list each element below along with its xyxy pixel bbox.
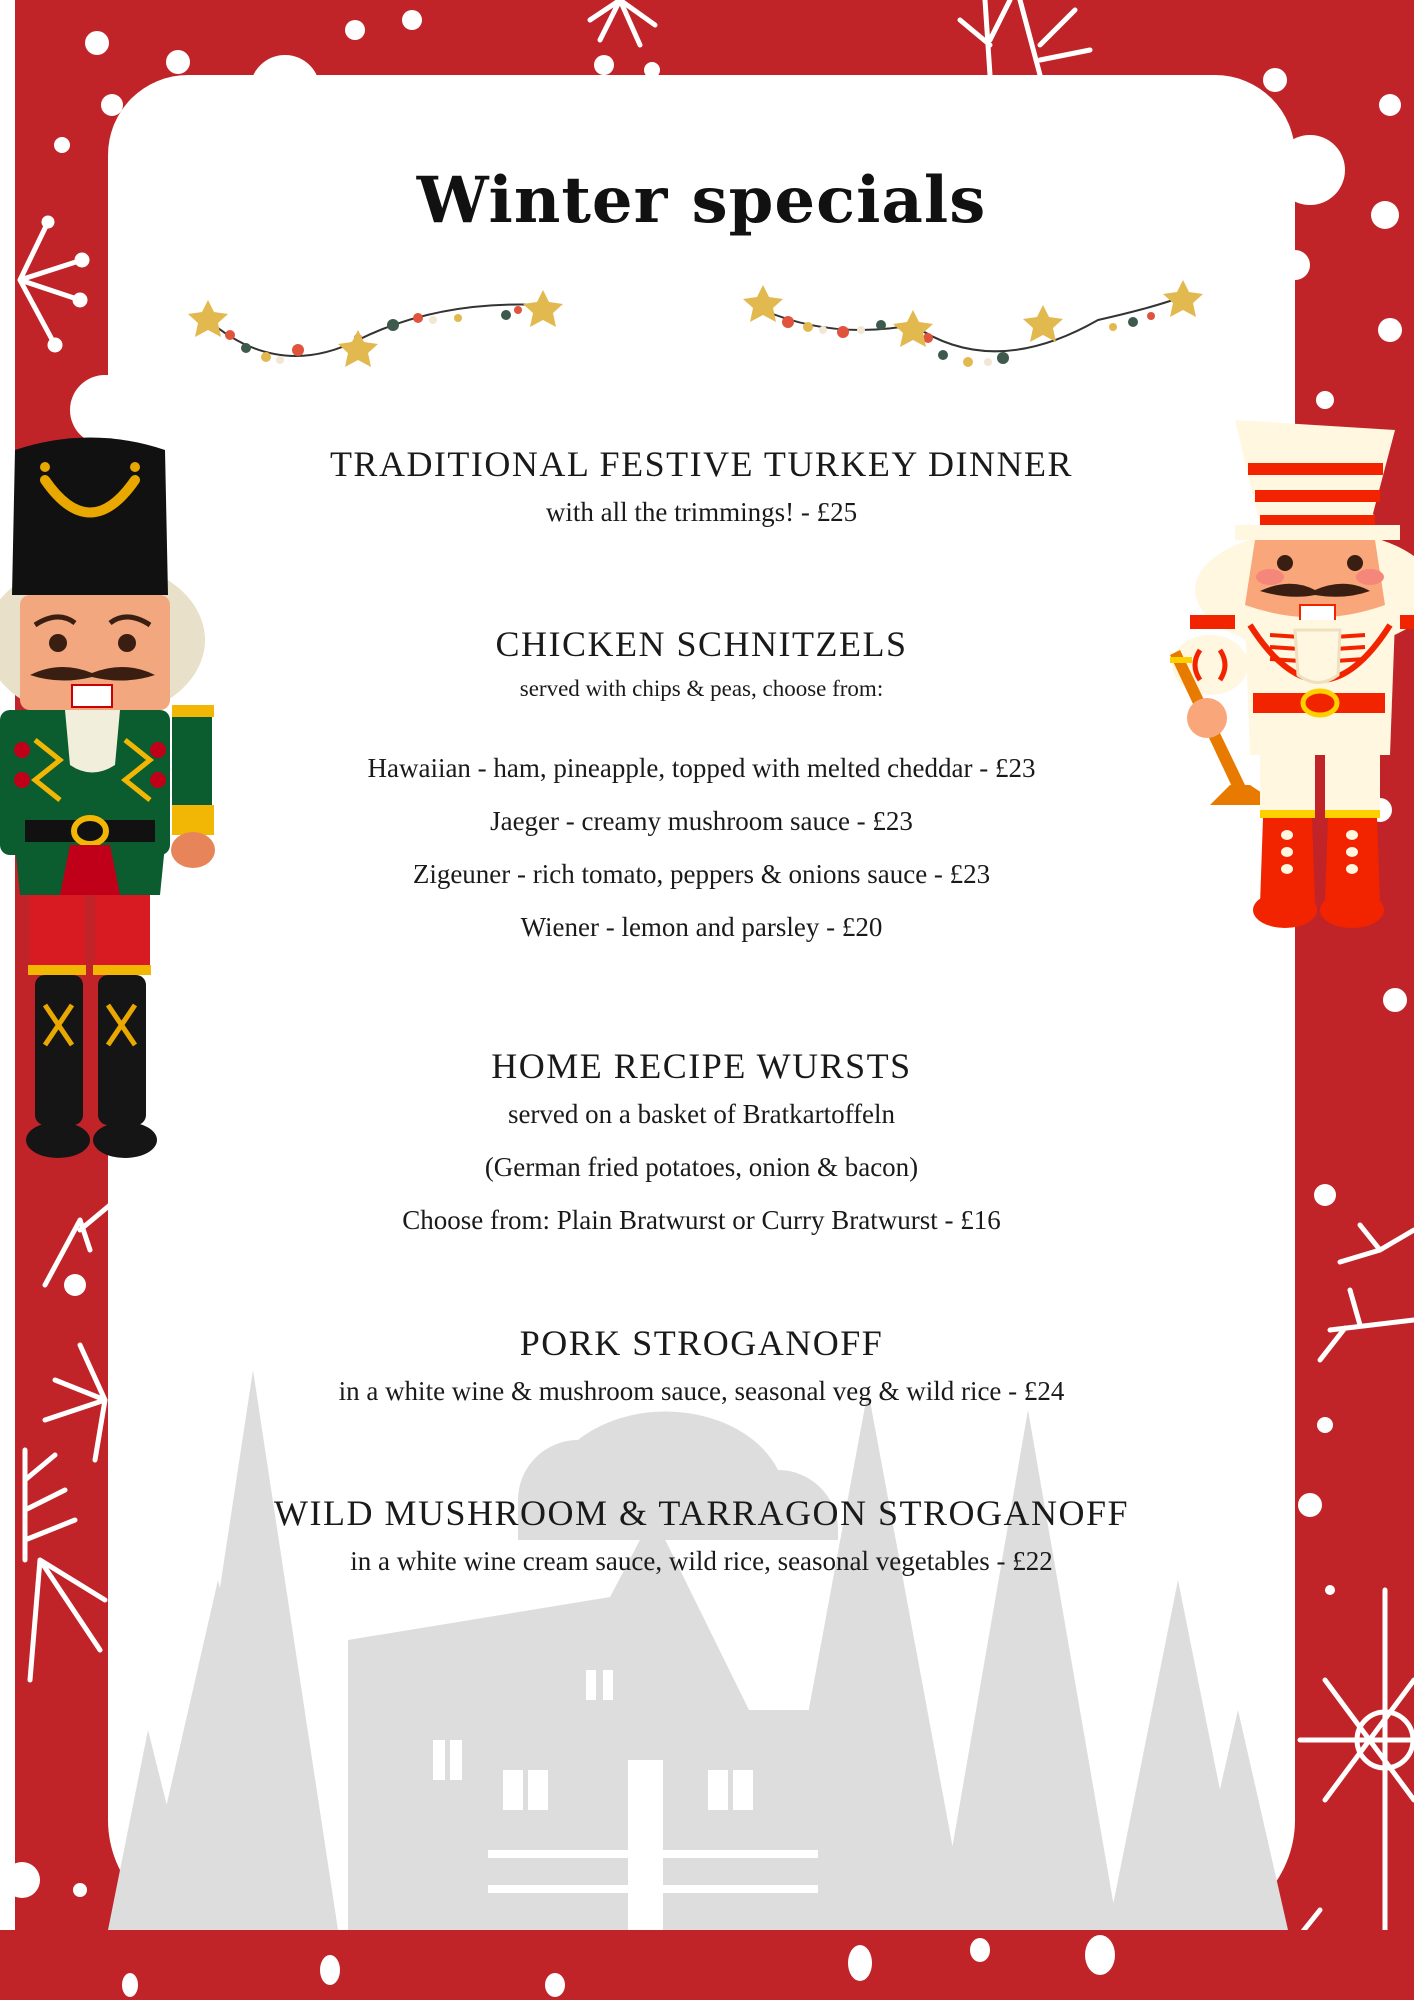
section-heading: CHICKEN SCHNITZELS: [495, 624, 908, 664]
section-heading: TRADITIONAL FESTIVE TURKEY DINNER: [329, 444, 1074, 484]
section-heading: HOME RECIPE WURSTS: [491, 1046, 912, 1086]
menu-item-line: Choose from: Plain Bratwurst or Curry Bratwurst - £16: [402, 1205, 1001, 1236]
menu-item-line: with all the trimmings! - £25: [545, 497, 858, 528]
section-heading: PORK STROGANOFF: [519, 1323, 884, 1363]
section-heading: WILD MUSHROOM & TARRAGON STROGANOFF: [273, 1493, 1130, 1533]
menu-section-mushroom-stroganoff: [108, 1492, 1295, 1588]
star-garland-left-icon: [188, 280, 658, 390]
star-garland-right-icon: [743, 280, 1213, 390]
page-title: Winter specials: [416, 163, 987, 238]
snow-bump: [1280, 250, 1310, 280]
menu-item-line: (German fried potatoes, onion & bacon): [484, 1152, 919, 1183]
menu-item-line: Wiener - lemon and parsley - £20: [520, 912, 883, 943]
section-intro: served with chips & peas, choose from:: [519, 676, 884, 702]
menu-item-line: served on a basket of Bratkartoffeln: [507, 1099, 896, 1130]
winter-cabin-forest-silhouette: [108, 1330, 1295, 2000]
nutcracker-soldier-white-red-icon: [1160, 405, 1414, 1175]
nutcracker-soldier-green-icon: [0, 425, 220, 1175]
bottom-red-band: [0, 1930, 1414, 2000]
menu-section-schnitzels: [108, 623, 1295, 954]
menu-item-line: Jaeger - creamy mushroom sauce - £23: [490, 806, 913, 837]
menu-item-line: Zigeuner - rich tomato, peppers & onions sauce - £23: [412, 859, 991, 890]
menu-section-turkey: [108, 443, 1295, 539]
menu-section-pork-stroganoff: [108, 1322, 1295, 1418]
menu-section-wursts: [108, 1045, 1295, 1247]
snow-bump: [250, 55, 320, 125]
menu-item-line: in a white wine cream sauce, wild rice, seasonal vegetables - £22: [350, 1546, 1053, 1577]
menu-item-line: in a white wine & mushroom sauce, seasonal veg & wild rice - £24: [338, 1376, 1065, 1407]
menu-item-line: Hawaiian - ham, pineapple, topped with melted cheddar - £23: [367, 753, 1036, 784]
